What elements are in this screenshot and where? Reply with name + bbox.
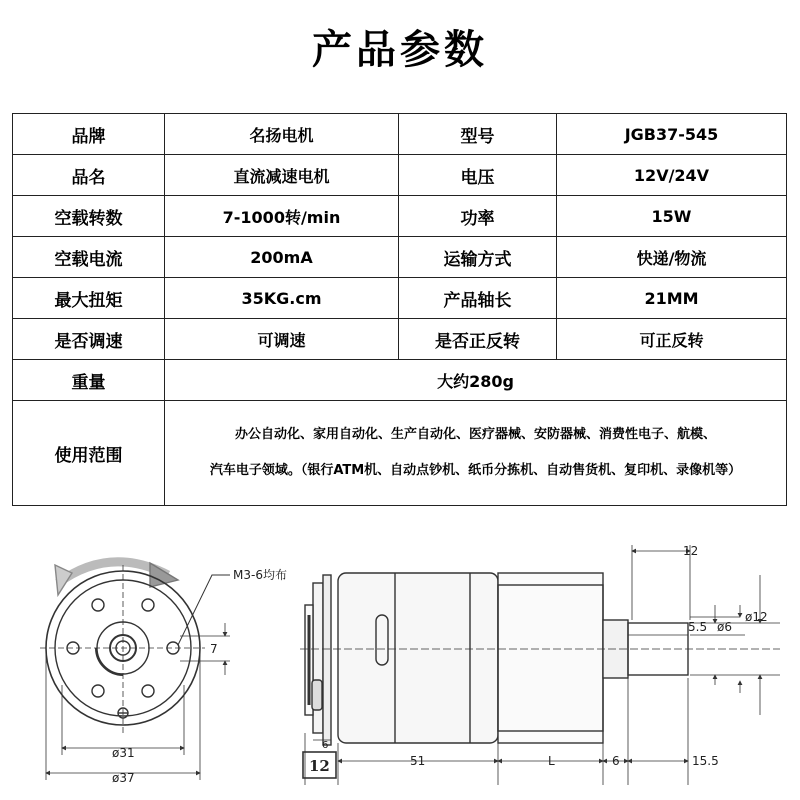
spec-label: 产品轴长 [399,278,557,319]
spec-label: 是否调速 [13,319,165,360]
dim-15-5: 15.5 [692,754,719,768]
spec-value: 直流减速电机 [165,155,399,196]
page-title: 产品参数 [312,27,488,73]
front-view [40,562,230,780]
dim-12-box: 12 [309,757,330,775]
table-row [13,114,787,155]
spec-value: 名扬电机 [165,114,399,155]
dim-12-top: 12 [683,544,699,558]
spec-value: 15W [557,196,787,237]
dim-37: ø37 [112,771,135,785]
dim-6-flange: 6 [322,740,329,751]
spec-label: 空载电流 [13,237,165,278]
spec-value: 快递/物流 [557,237,787,278]
spec-value: 200mA [165,237,399,278]
dim-12-dia: ø12 [745,610,768,624]
usage-line-1: 办公自动化、家用自动化、生产自动化、医疗器械、安防器械、消费性电子、航模、 [234,427,716,442]
weight-row [13,360,787,401]
usage-value [165,401,787,506]
spec-label: 品名 [13,155,165,196]
usage-row [13,401,787,506]
dim-31: ø31 [112,746,135,760]
spec-value: 7-1000转/min [165,196,399,237]
spec-label: 运输方式 [399,237,557,278]
usage-label: 使用范围 [13,401,165,506]
spec-value: 21MM [557,278,787,319]
motor-drawing [0,535,800,800]
spec-label: 功率 [399,196,557,237]
spec-label: 品牌 [13,114,165,155]
spec-label: 型号 [399,114,557,155]
side-view [300,545,780,785]
usage-line-2: 汽车电子领域。（银行ATM机、自动点钞机、纸币分拣机、自动售货机、复印机、录像机等） [209,463,742,478]
spec-value: 35KG.cm [165,278,399,319]
spec-label: 最大扭矩 [13,278,165,319]
table-row [13,196,787,237]
spec-label: 是否正反转 [399,319,557,360]
spec-label: 空载转数 [13,196,165,237]
dim-5-5: 5.5 [688,620,708,634]
dim-L: L [548,754,555,768]
weight-value: 大约280g [165,360,787,401]
spec-value: 可调速 [165,319,399,360]
dim-6-bottom: 6 [612,754,620,768]
spec-value: 12V/24V [557,155,787,196]
dim-6-dia: ø6 [717,620,732,634]
table-row [13,237,787,278]
spec-label: 电压 [399,155,557,196]
dim-7: 7 [210,642,218,656]
weight-label: 重量 [13,360,165,401]
spec-table [12,113,787,506]
spec-value: 可正反转 [557,319,787,360]
spec-value: JGB37-545 [557,114,787,155]
hole-note: M3-6均布 [233,568,287,582]
dim-51: 51 [410,754,426,768]
table-row [13,278,787,319]
table-row [13,319,787,360]
table-row [13,155,787,196]
